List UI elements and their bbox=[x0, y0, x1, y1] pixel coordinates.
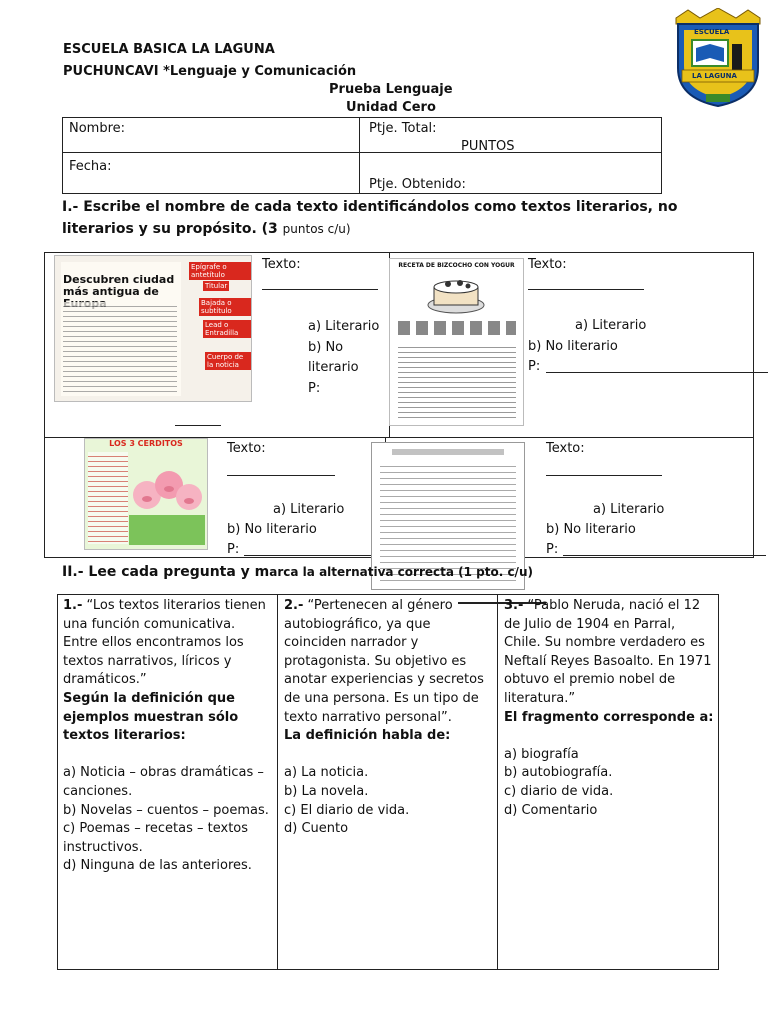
q2-option-b[interactable]: b) La novela. bbox=[284, 783, 369, 799]
texto-label-1: Texto: bbox=[262, 257, 301, 272]
subject-line: PUCHUNCAVI *Lenguaje y Comunicación bbox=[63, 64, 357, 79]
q3-option-d[interactable]: d) Comentario bbox=[504, 802, 598, 818]
test-title: Prueba Lenguaje bbox=[329, 82, 453, 97]
section2-title: II.- Lee cada pregunta y marca la alternativa correcta (1 pto. c/u) bbox=[62, 564, 533, 580]
option-p-3: P: bbox=[227, 542, 240, 557]
q3-option-b[interactable]: b) autobiografía. bbox=[504, 765, 613, 781]
q2-option-a[interactable]: a) La noticia. bbox=[284, 765, 369, 781]
recipe-image: RECETA DE BIZCOCHO CON YOGUR bbox=[389, 258, 524, 426]
logo-text-top: ESCUELA bbox=[694, 28, 730, 36]
option-a-2: a) Literario bbox=[575, 318, 647, 333]
name-label: Nombre: bbox=[69, 121, 126, 136]
texto-label-2: Texto: bbox=[528, 257, 567, 272]
texto-label-3: Texto: bbox=[227, 441, 266, 456]
option-a-3: a) Literario bbox=[273, 502, 345, 517]
option-b-4: b) No literario bbox=[546, 522, 636, 537]
logo-text-bottom: LA LAGUNA bbox=[692, 72, 737, 80]
option-b-2: b) No literario bbox=[528, 339, 618, 354]
unit-title: Unidad Cero bbox=[346, 100, 436, 115]
texto-label-4: Texto: bbox=[546, 441, 585, 456]
question-1: 1.- “Los textos literarios tienen una función comunicativa. Entre ellos encontramos los textos narrativos, líricos y dramáticos.” Según la definición que ejemplos muestran sólo textos literarios: a) Noticia – obras dramáticas – canciones. b) Novelas – cuentos – poemas. c) Poemas – recetas – textos instructivos. d) Ninguna de las anteriores. bbox=[63, 597, 273, 876]
q1-option-a[interactable]: a) Noticia – obras dramáticas – canciones. bbox=[63, 765, 264, 799]
q2-option-d[interactable]: d) Cuento bbox=[284, 821, 349, 837]
q3-option-a[interactable]: a) biografía bbox=[504, 746, 579, 762]
option-p-2: P: bbox=[528, 359, 541, 374]
q1-option-c[interactable]: c) Poemas – recetas – textos instructivos. bbox=[63, 821, 249, 855]
three-pigs-image: LOS 3 CERDITOS bbox=[84, 438, 208, 550]
option-p-4: P: bbox=[546, 542, 559, 557]
total-label: Ptje. Total: bbox=[369, 121, 437, 136]
school-logo bbox=[670, 8, 766, 108]
option-block-1: a) Literario b) No literario P: bbox=[308, 319, 380, 396]
school-name: ESCUELA BASICA LA LAGUNA bbox=[63, 42, 275, 57]
obtained-label: Ptje. Obtenido: bbox=[369, 177, 466, 192]
option-a-4: a) Literario bbox=[593, 502, 665, 517]
points-label: PUNTOS bbox=[461, 139, 515, 154]
date-label: Fecha: bbox=[69, 159, 112, 174]
q2-option-c[interactable]: c) El diario de vida. bbox=[284, 802, 410, 818]
section1-title: I.- Escribe el nombre de cada texto identificándolos como textos literarios, no literarios y su propósito. (3 puntos c/u) bbox=[62, 199, 678, 237]
info-table bbox=[62, 117, 662, 194]
q1-option-b[interactable]: b) Novelas – cuentos – poemas. bbox=[63, 802, 269, 818]
q1-option-d[interactable]: d) Ninguna de las anteriores. bbox=[63, 858, 252, 874]
q3-option-c[interactable]: c) diario de vida. bbox=[504, 783, 614, 799]
question-2: 2.- “Pertenecen al género autobiográfico, ya que coinciden narrador y protagonista. Su objetivo es anotar experiencias y secretos de una persona. Es un tipo de texto narrativo personal”. La definición habla de: a) La noticia. b) La novela. c) El diario de vida. d) Cuento bbox=[284, 597, 494, 839]
question-3: 3.- “Pablo Neruda, nació el 12 de Julio de 1904 en Parral, Chile. Su nombre verdadero es Neftalí Reyes Basoalto. En 1971 obtuvo el premio nobel de literatura.” El fragmento corresponde a: a) biografía b) autobiografía. c) diario de vida. d) Comentario bbox=[504, 597, 714, 820]
news-article-image: Descubren ciudad más antigua de Epígrafe o antetítulo Titular Bajada o subtítulo Lead o Entradilla Cuerpo de la noticia bbox=[54, 255, 252, 402]
option-b-3: b) No literario bbox=[227, 522, 317, 537]
